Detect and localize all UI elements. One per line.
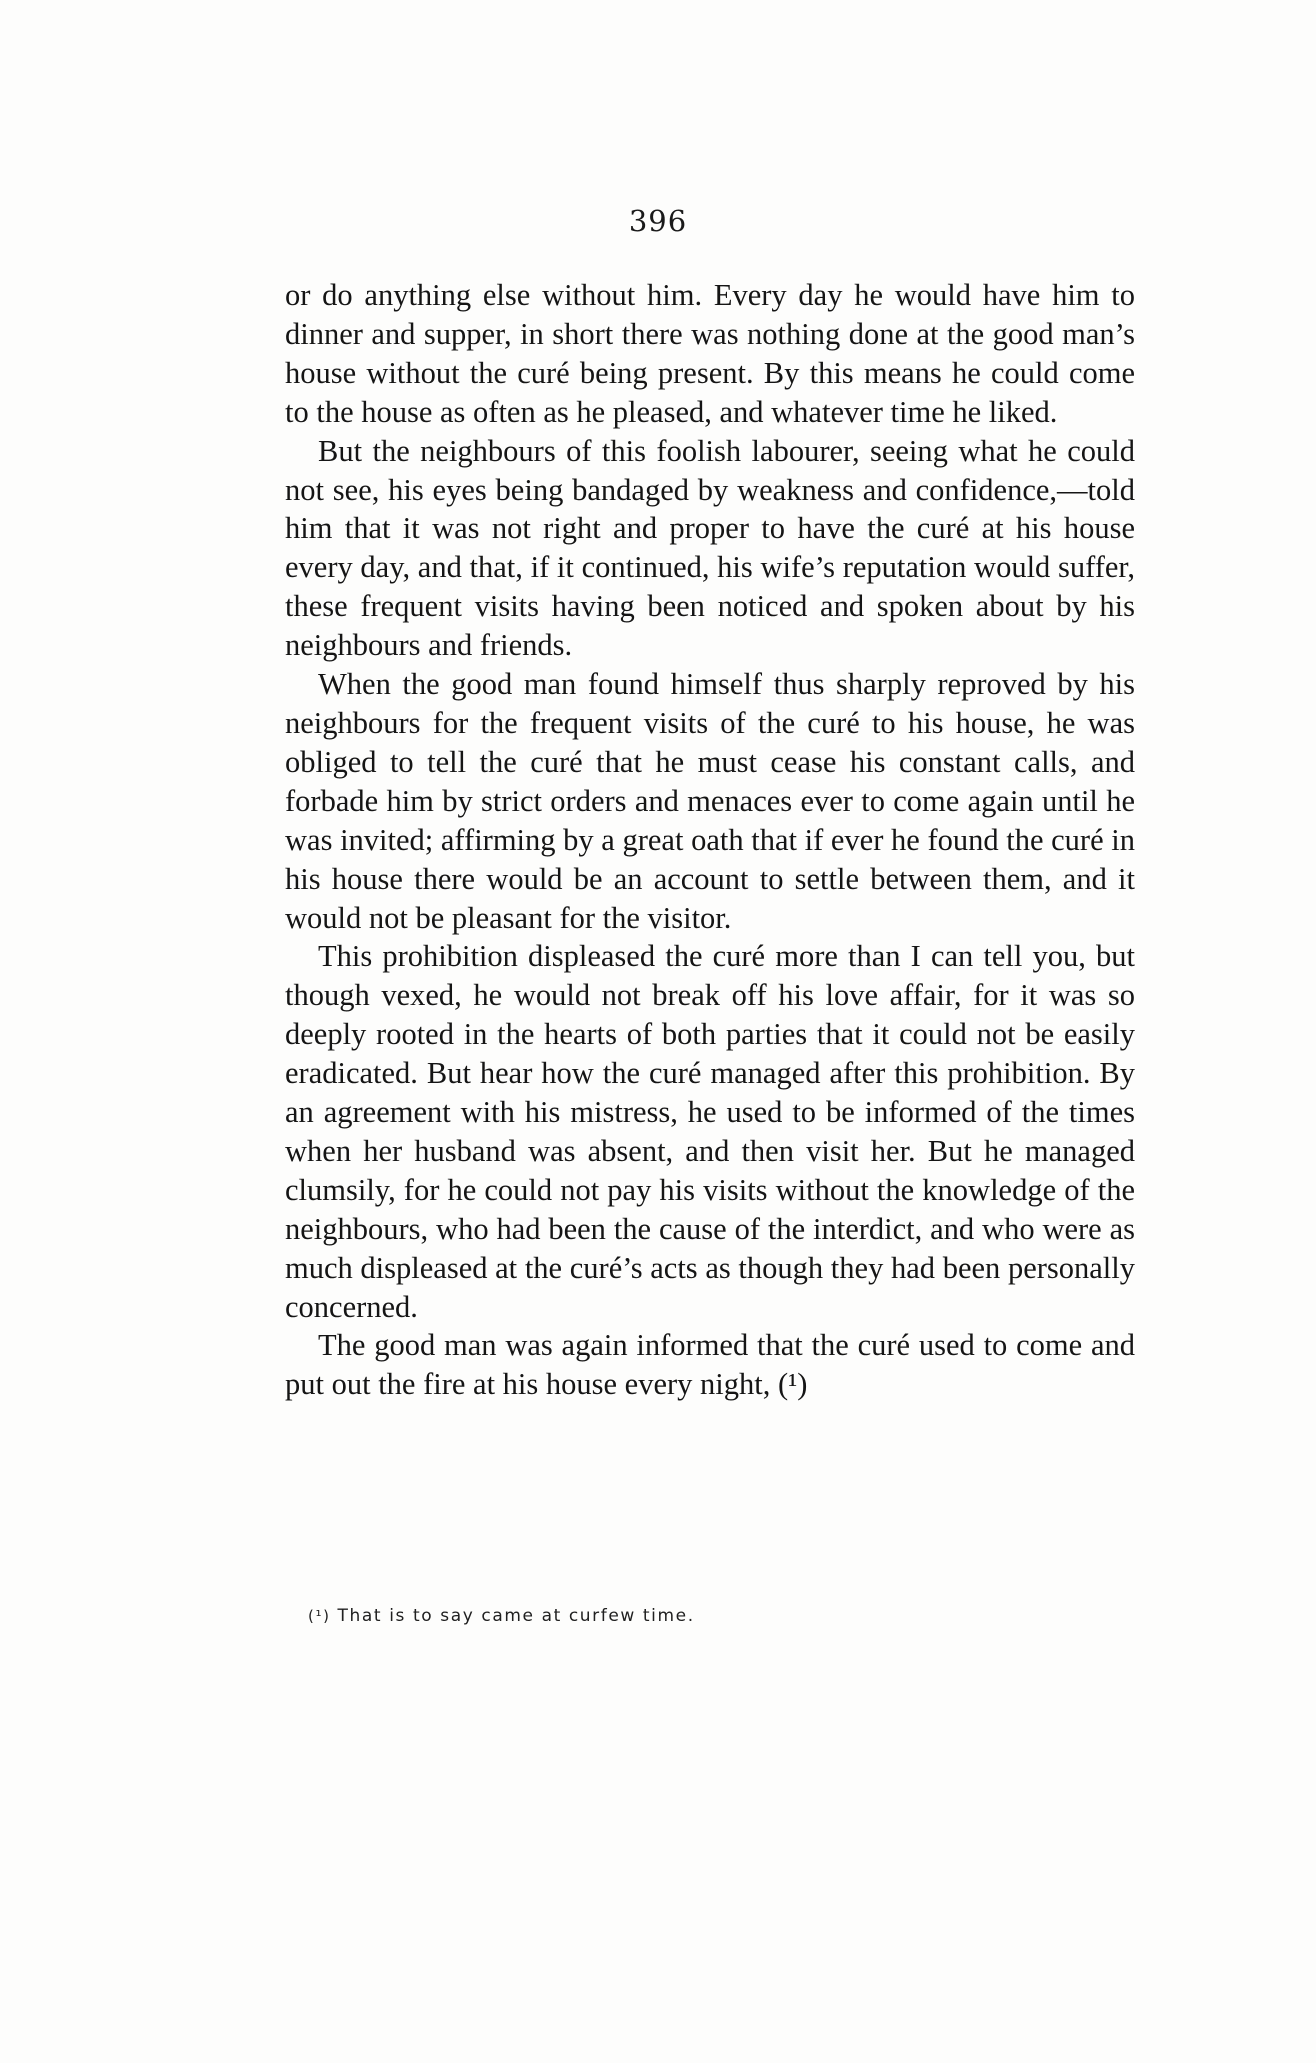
footnote-text: That is to say came at curfew time. (337, 1606, 695, 1626)
paragraph-3: When the good man found himself thus sharply reproved by his neighbours for the frequent visits of the curé to his house, he was obliged to tell the curé that he must cease his constant calls, and forbade him by strict orders and menaces ever to come again until he was invited; affirming by a great oath that if ever he found the curé in his house there would be an account to settle between them, and it would not be pleasant for the visitor. (285, 667, 1135, 935)
footnote (308, 1606, 1128, 1626)
paragraph-4: This prohibition displeased the curé more than I can tell you, but though vexed, he would not break off his love affair, for it was so deeply rooted in the hearts of both parties that it could not be easily eradicated. But hear how the curé managed after this prohibition. By an agreement with his mistress, he used to be informed of the times when her husband was absent, and then visit her. But he managed clumsily, for he could not pay his visits without the knowledge of the neighbours, who had been the cause of the interdict, and who were as much displeased at the curé’s acts as though they had been personally concerned. (285, 939, 1135, 1324)
body-text (285, 276, 1135, 1404)
page-number: 396 (628, 204, 688, 238)
paragraph-2: But the neighbours of this foolish labourer, seeing what he could not see, his eyes being bandaged by weakness and confidence,—told him that it was not right and proper to have the curé at his house every day, and that, if it continued, his wife’s reputation would suffer, these frequent visits having been noticed and spoken about by his neighbours and friends. (285, 433, 1135, 663)
footnote-marker: (¹) (308, 1607, 331, 1625)
paragraph-1: or do anything else without him. Every day he would have him to dinner and supper, in short there was nothing done at the good man’s house without the curé being present. By this means he could come to the house as often as he pleased, and whatever time he liked. (285, 278, 1135, 429)
paragraph-5: The good man was again informed that the curé used to come and put out the fire at his house every night, (¹) (285, 1328, 1135, 1402)
